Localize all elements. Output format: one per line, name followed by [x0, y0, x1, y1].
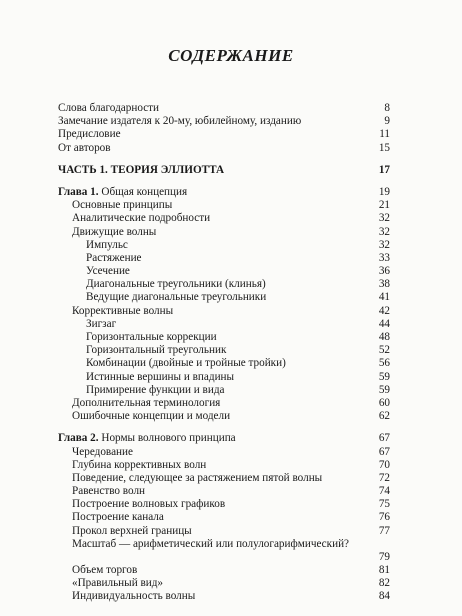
toc-entry[interactable] [58, 538, 390, 564]
toc-entry-title: Ведущие диагональные треугольники [86, 291, 267, 304]
toc-entry-title: Растяжение [86, 251, 142, 264]
toc-entry-page: 59 [378, 383, 390, 396]
toc-entry[interactable] [58, 278, 390, 291]
toc-entry-page: 62 [378, 410, 390, 423]
toc-entry-page: 48 [378, 331, 390, 343]
toc-entry-title: Комбинации (двойные и тройные тройки) [86, 357, 286, 370]
toc-chapter-heading[interactable] [58, 432, 390, 445]
toc-entry[interactable] [58, 511, 390, 524]
toc-entry[interactable] [58, 331, 390, 344]
page-title: СОДЕРЖАНИЕ [168, 46, 294, 65]
toc-entry[interactable] [58, 525, 390, 538]
toc-entry-page: 21 [378, 199, 390, 212]
toc-entry-title: Дополнительная терминология [72, 396, 221, 409]
toc-entry-page: 56 [378, 357, 390, 370]
table-of-contents [58, 102, 390, 603]
toc-entry-title: Слова благодарности [58, 102, 160, 114]
toc-entry-page: 8 [384, 102, 390, 114]
toc-entry-title: Прокол верхней границы [72, 524, 192, 537]
toc-entry-title: Предисловие [58, 128, 121, 141]
toc-part-heading[interactable] [58, 164, 390, 177]
toc-entry-title: Импульс [86, 238, 128, 251]
toc-entry-page: 81 [378, 563, 390, 576]
toc-entry-page: 67 [378, 445, 390, 458]
toc-entry-page: 70 [378, 458, 390, 471]
toc-entry-page: 32 [378, 238, 390, 251]
toc-entry[interactable] [58, 371, 390, 384]
toc-entry-page: 74 [378, 485, 390, 498]
toc-entry-page: 44 [378, 317, 390, 330]
toc-entry-title: Горизонтальный треугольник [86, 344, 227, 357]
toc-entry-title: Чередование [72, 445, 133, 458]
part-title: ЧАСТЬ 1. ТЕОРИЯ ЭЛЛИОТТА [58, 163, 225, 176]
toc-entry-title: Усечение [86, 265, 130, 278]
toc-entry[interactable] [58, 239, 390, 252]
toc-entry[interactable] [58, 498, 390, 511]
toc-entry-title: Движущие волны [72, 225, 157, 238]
chapter-title: Нормы волнового принципа [101, 432, 236, 445]
toc-entry[interactable] [58, 485, 390, 498]
toc-entry-page: 60 [378, 396, 390, 409]
toc-entry-title: Поведение, следующее за растяжением пятой волны [72, 471, 323, 484]
toc-entry-title: Глубина коррективных волн [72, 458, 207, 471]
toc-entry[interactable] [58, 142, 390, 155]
toc-entry[interactable] [58, 344, 390, 357]
toc-entry-title: Примирение функции и вида [86, 383, 225, 396]
toc-entry-page: 11 [379, 128, 390, 141]
toc-entry-title: Зигзаг [86, 317, 117, 330]
toc-entry[interactable] [58, 291, 390, 304]
chapter-label: Глава 1. [58, 185, 99, 198]
toc-entry-page: 38 [378, 278, 390, 291]
toc-entry-page: 36 [378, 265, 390, 278]
toc-entry-title: Ошибочные концепции и модели [72, 410, 231, 423]
toc-entry[interactable] [58, 446, 390, 459]
toc-entry[interactable] [58, 226, 390, 239]
toc-entry-title: «Правильный вид» [72, 577, 164, 589]
toc-entry[interactable] [58, 128, 390, 141]
toc-entry[interactable] [58, 305, 390, 318]
chapter-page: 67 [378, 432, 390, 445]
section-gap [58, 423, 390, 432]
toc-entry-page: 32 [378, 212, 390, 225]
toc-entry-page: 82 [378, 577, 390, 589]
toc-entry-title: Истинные вершины и впадины [86, 370, 235, 383]
toc-entry-title: Масштаб — арифметический или полулогарифмический? [72, 537, 350, 550]
toc-entry-title: Объем торгов [72, 563, 138, 576]
toc-entry-page: 9 [384, 115, 390, 128]
toc-entry[interactable] [58, 102, 390, 115]
toc-entry-page: 42 [378, 304, 390, 317]
chapter-title: Общая концепция [101, 185, 188, 198]
toc-entry[interactable] [58, 318, 390, 331]
toc-entry-page: 52 [378, 344, 390, 357]
toc-entry-title: Замечание издателя к 20-му, юбилейному, изданию [58, 115, 302, 128]
toc-entry[interactable] [58, 115, 390, 128]
toc-entry-title: Диагональные треугольники (клинья) [86, 278, 266, 291]
toc-entry-page: 79 [378, 550, 390, 563]
toc-entry-page: 33 [378, 251, 390, 264]
toc-entry[interactable] [58, 212, 390, 225]
toc-entry[interactable] [58, 199, 390, 212]
toc-entry-page: 72 [378, 471, 390, 484]
toc-entry[interactable] [58, 397, 390, 410]
toc-entry-page: 59 [378, 370, 390, 383]
toc-entry-page: 77 [378, 524, 390, 537]
part-page: 17 [378, 163, 390, 176]
toc-entry[interactable] [58, 590, 390, 603]
toc-entry-title: Индивидуальность волны [72, 590, 196, 603]
chapter-label: Глава 2. [58, 432, 99, 445]
toc-entry[interactable] [58, 410, 390, 423]
toc-entry[interactable] [58, 459, 390, 472]
toc-entry-page: 41 [378, 291, 390, 304]
toc-entry[interactable] [58, 472, 390, 485]
toc-entry[interactable] [58, 577, 390, 590]
toc-entry-title: Основные принципы [72, 199, 173, 212]
toc-entry-title: Равенство волн [72, 485, 146, 498]
toc-entry-page: 15 [378, 141, 390, 154]
section-gap [58, 155, 390, 164]
toc-entry-title: От авторов [58, 141, 111, 154]
toc-entry[interactable] [58, 252, 390, 265]
toc-entry[interactable] [58, 357, 390, 370]
toc-entry-page: 84 [378, 590, 390, 603]
toc-entry-title: Построение волновых графиков [72, 498, 226, 511]
toc-chapter-heading[interactable] [58, 186, 390, 199]
toc-entry-title: Построение канала [72, 511, 164, 524]
toc-entry-page: 32 [378, 225, 390, 238]
chapter-page: 19 [378, 185, 390, 198]
toc-entry-page: 76 [378, 511, 390, 524]
toc-entry-title: Горизонтальные коррекции [86, 331, 217, 343]
toc-entry-page: 75 [378, 498, 390, 511]
toc-entry[interactable] [58, 564, 390, 577]
toc-entry-title: Коррективные волны [72, 304, 174, 317]
section-gap [58, 177, 390, 186]
toc-entry-title: Аналитические подробности [72, 212, 211, 225]
toc-entry[interactable] [58, 265, 390, 278]
toc-entry[interactable] [58, 384, 390, 397]
